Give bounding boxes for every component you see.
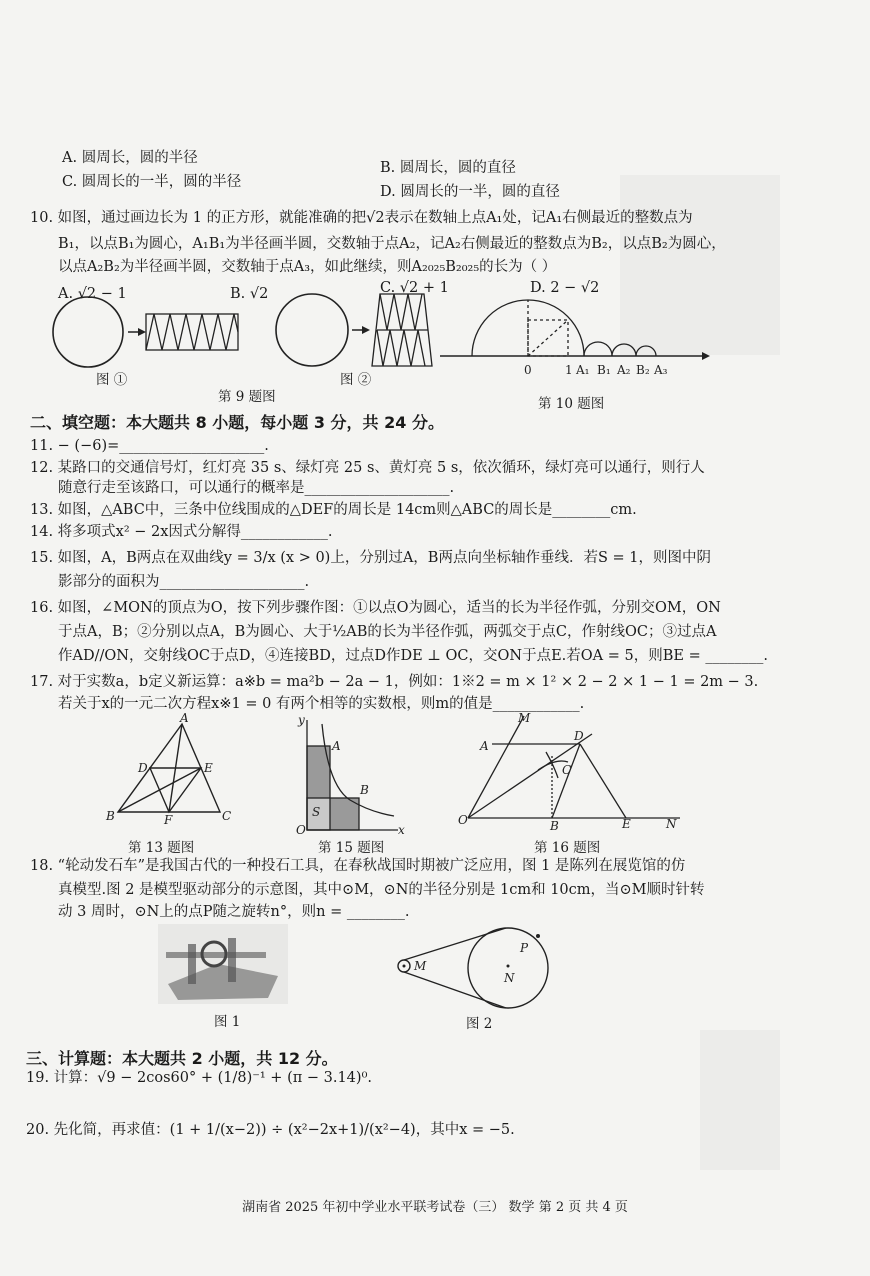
- section-2-title: 二、填空题：本大题共 8 小题，每小题 3 分，共 24 分。: [30, 413, 444, 432]
- q12-line1: 12. 某路口的交通信号灯，红灯亮 35 s、绿灯亮 25 s、黄灯亮 5 s，依次循环，绿灯亮可以通行，则行人: [30, 460, 705, 476]
- q16-line1: 16. 如图，∠MON的顶点为O，按下列步骤作图：①以点O为圆心，适当的长为半径作弧，分别交OM，ON: [30, 600, 721, 616]
- q9-choice-a: A. 圆周长，圆的半径: [62, 150, 198, 166]
- fig13-label-e: E: [204, 761, 213, 775]
- fig16-line-de: [580, 744, 626, 818]
- fig10-semicircle-2: [584, 342, 612, 356]
- fig10-caption: 第 10 题图: [538, 396, 605, 412]
- fig16-label-a: A: [480, 739, 489, 753]
- q9-choice-c: C. 圆周长的一半，圆的半径: [62, 174, 242, 190]
- q17-line1: 17. 对于实数a，b定义新运算：a※b = ma²b − 2a − 1，例如：1※2 = m × 1² × 2 − 2 × 1 − 1 = 2m − 3.: [30, 674, 759, 690]
- q20: 20. 先化简，再求值：(1 + 1/(x−2)) ÷ (x²−2x+1)/(x²−4)，其中x = −5.: [26, 1122, 515, 1138]
- q10-line1: 10. 如图，通过画边长为 1 的正方形，就能准确的把√2表示在数轴上点A₁处，记A₁右侧最近的整数点为: [30, 210, 693, 226]
- q18-label-p: P: [520, 941, 529, 955]
- q18-figure-1-photo: [158, 924, 288, 1004]
- fig16-label-c: C: [562, 763, 572, 777]
- q18-figure-2: [390, 918, 560, 1018]
- fig15-label-o: O: [296, 823, 306, 837]
- fig16-label-d: D: [574, 729, 584, 743]
- q9-choice-b: B. 圆周长，圆的直径: [380, 160, 516, 176]
- fig10-semicircle-4: [636, 346, 656, 356]
- q18-label-m: M: [414, 959, 427, 973]
- figure-10: [440, 290, 710, 380]
- fig9-arrow-2: [362, 326, 370, 334]
- q18-line3: 动 3 周时，⊙N上的点P随之旋转n°，则n = ________.: [58, 904, 410, 920]
- page-footer: 湖南省 2025 年初中学业水平联考试卷（三） 数学 第 2 页 共 4 页: [242, 1200, 628, 1215]
- fig10-label-a1: A₁: [576, 363, 590, 377]
- fig15-label-b: B: [360, 783, 369, 797]
- fig15-label-s: S: [312, 805, 321, 819]
- q15-line1: 15. 如图，A，B两点在双曲线y = 3/x (x > 0)上，分别过A，B两点向坐标轴作垂线．若S = 1，则图中阴: [30, 550, 711, 566]
- q18-figure-1-label: 图 1: [214, 1014, 241, 1030]
- fig13-triangle-def: [150, 768, 201, 812]
- fig16-label-e: E: [622, 817, 631, 831]
- fig10-label-b1: B₁: [597, 363, 611, 377]
- fig13-label-c: C: [222, 809, 232, 823]
- fig15-label-x: x: [398, 823, 405, 837]
- fig10-label-a2: A₂: [617, 363, 631, 377]
- q18-belt-bottom: [404, 972, 506, 1008]
- fig10-label-b2: B₂: [636, 363, 650, 377]
- fig16-ray-om: [468, 716, 524, 818]
- fig10-label-0: 0: [524, 363, 532, 377]
- q15-line2: 影部分的面积为____________________.: [58, 574, 310, 590]
- q10-line2: B₁，以点B₁为圆心，A₁B₁为半径画半圆，交数轴于点A₂，记A₂右侧最近的整数点为B₂，以点B₂为圆心，: [58, 236, 726, 252]
- q12-line2: 随意行走至该路口，可以通行的概率是____________________.: [58, 480, 455, 496]
- q10-option-a: A. √2 − 1: [58, 286, 127, 302]
- fig15-label-y: y: [298, 713, 305, 727]
- fig10-label-a3: A₃: [654, 363, 668, 377]
- figure-15: [290, 713, 410, 837]
- fig13-label-d: D: [138, 761, 148, 775]
- q18-point-p: [536, 934, 540, 938]
- fig10-semicircle-3: [612, 344, 636, 356]
- section-3-title: 三、计算题：本大题共 2 小题，共 12 分。: [26, 1049, 338, 1068]
- q18-label-n: N: [504, 971, 515, 985]
- fig10-arrow: [702, 352, 710, 360]
- fig13-label-b: B: [106, 809, 115, 823]
- fig10-label-1: 1: [565, 363, 573, 377]
- figure-16: [456, 711, 686, 833]
- q18-line2: 真模型.图 2 是模型驱动部分的示意图，其中⊙M，⊙N的半径分别是 1cm和 10cm，当⊙M顺时针转: [58, 882, 705, 898]
- figure-9: [50, 290, 440, 380]
- q10-option-c: C. √2 + 1: [380, 280, 449, 296]
- q10-option-d: D. 2 − √2: [530, 280, 600, 296]
- q18-belt-top: [404, 928, 506, 960]
- q13: 13. 如图，△ABC中，三条中位线围成的△DEF的周长是 14cm则△ABC的周长是________cm.: [30, 502, 637, 518]
- fig16-label-n: N: [666, 817, 677, 831]
- q14: 14. 将多项式x² − 2x因式分解得____________.: [30, 524, 333, 540]
- q11: 11. − (−6)=____________________.: [30, 438, 269, 454]
- fig9-trapezoid: [372, 294, 432, 366]
- fig16-label-o: O: [458, 813, 468, 827]
- q9-choice-d: D. 圆周长的一半，圆的直径: [380, 184, 560, 200]
- fig13-label-f: F: [164, 813, 173, 827]
- fig9-circle-1: [53, 297, 123, 367]
- fig16-label-m: M: [518, 711, 531, 725]
- fig13-caption: 第 13 题图: [128, 840, 195, 856]
- fig9-circle-2: [276, 294, 348, 366]
- q16-line2: 于点A，B；②分别以点A，B为圆心、大于½AB的长为半径作弧，两弧交于点C，作射线OC；③过点A: [58, 624, 717, 640]
- fig16-caption: 第 16 题图: [534, 840, 601, 856]
- q17-line2: 若关于x的一元二次方程x※1 = 0 有两个相等的实数根，则m的值是____________.: [58, 696, 585, 712]
- fig9-caption: 第 9 题图: [218, 389, 276, 405]
- q18-line1: 18. “轮动发石车”是我国古代的一种投石工具，在春秋战国时期被广泛应用，图 1 是陈列在展览馆的仿: [30, 858, 686, 874]
- q18-figure-2-label: 图 2: [466, 1016, 493, 1032]
- q19: 19. 计算：√9 − 2cos60° + (1/8)⁻¹ + (π − 3.14)⁰.: [26, 1070, 372, 1086]
- fig16-line-bd: [552, 744, 580, 818]
- fig10-diagonal: [528, 320, 568, 356]
- fig15-caption: 第 15 题图: [318, 840, 385, 856]
- fig9-strip-1: [146, 314, 238, 350]
- q16-line3: 作AD//ON，交射线OC于点D，④连接BD，过点D作DE ⊥ OC，交ON于点E.若OA = 5，则BE = ________.: [58, 648, 768, 664]
- fig15-label-a: A: [332, 739, 341, 753]
- q18-circle-n: [468, 928, 548, 1008]
- q10-option-b: B. √2: [230, 286, 269, 302]
- q10-line3: 以点A₂B₂为半径画半圆，交数轴于点A₃，如此继续，则A₂₀₂₅B₂₀₂₅的长为（ ）: [58, 259, 557, 275]
- fig9-label-1: 图 ①: [96, 372, 128, 388]
- fig13-label-a: A: [180, 711, 189, 725]
- fig9-arrow-1: [138, 328, 146, 336]
- fig9-label-2: 图 ②: [340, 372, 372, 388]
- figure-13: [100, 711, 240, 827]
- fig16-label-b: B: [550, 819, 559, 833]
